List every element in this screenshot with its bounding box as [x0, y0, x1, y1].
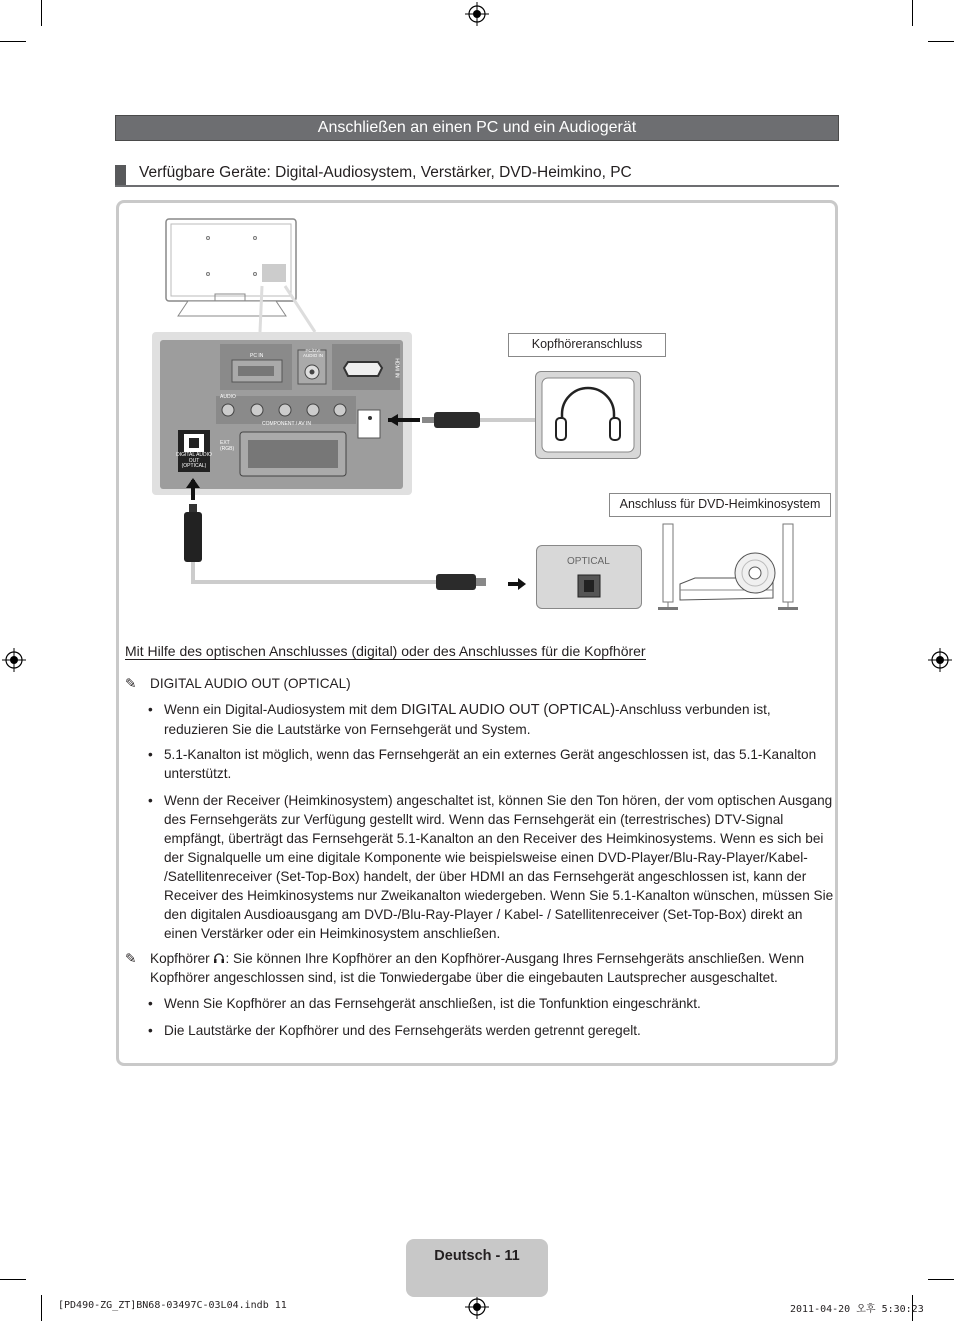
label-component: COMPONENT / AV IN	[262, 421, 311, 427]
crop-mark	[41, 1295, 42, 1321]
bullet5-text: Die Lautstärke der Kopfhörer und des Fernsehgeräts werden getrennt geregelt.	[164, 1023, 641, 1038]
registration-mark-icon	[465, 1295, 489, 1319]
subheading-text: Verfügbare Geräte: Digital-Audiosystem, Verstärker, DVD-Heimkino, PC	[139, 164, 632, 181]
section-header	[115, 115, 839, 141]
subheading-marker	[115, 165, 126, 185]
page-number-tab	[406, 1239, 548, 1297]
bullet-icon: •	[148, 793, 153, 808]
bullet1-pre: Wenn ein Digital-Audiosystem mit dem	[164, 702, 401, 717]
callout-headphones: Kopfhöreranschluss	[508, 333, 666, 357]
optical-port-device	[536, 545, 642, 609]
optical-cable	[178, 476, 528, 596]
bullet4-text: Wenn Sie Kopfhörer an das Fernsehgerät anschließen, ist die Tonfunktion eingeschränkt.	[164, 996, 701, 1011]
note2-title: Kopfhörer	[150, 951, 210, 966]
bullet-icon: •	[148, 1023, 153, 1038]
bullet-icon: •	[148, 996, 153, 1011]
registration-mark-icon	[928, 648, 952, 672]
note2-body: : Sie können Ihre Kopfhörer an den Kopfhörer-Ausgang Ihres Fernsehgeräts anschließen. Wenn Kopfhörer angeschlossen sind, ist die Tonwiedergabe über die eingebauten Lautsprecher ausgeschaltet.	[150, 951, 805, 985]
bullet-icon: •	[148, 747, 153, 762]
page-label: Deutsch - 11	[434, 1248, 520, 1264]
crop-mark	[41, 0, 42, 26]
subheading	[115, 163, 839, 187]
registration-mark-icon	[465, 2, 489, 26]
label-ext-rgb: EXT (RGB)	[220, 440, 235, 452]
callout-dvd: Anschluss für DVD-Heimkinosystem	[609, 493, 831, 517]
note2-text	[150, 949, 832, 987]
print-file-info: [PD490-ZG_ZT]BN68-03497C-03L04.indb 11	[58, 1300, 287, 1311]
zoom-lines	[255, 280, 325, 335]
headphone-cable	[380, 400, 540, 440]
label-digital-audio-out: DIGITAL AUDIO OUT (OPTICAL)	[176, 452, 212, 469]
optical-port-label: OPTICAL	[567, 556, 610, 567]
headphone-symbol-icon	[213, 952, 225, 964]
headphone-device	[535, 371, 641, 459]
registration-mark-icon	[2, 648, 26, 672]
label-pc-dvi-audio: PC/DVI AUDIO IN	[302, 348, 323, 358]
bullet2-text: 5.1-Kanalton ist möglich, wenn das Fernsehgerät an ein externes Gerät angeschlossen ist, das 5.1-Kanalton unterstützt.	[164, 747, 817, 781]
optical-port-icon	[577, 574, 601, 598]
bullet-icon: •	[148, 702, 153, 717]
crop-mark	[0, 1279, 26, 1280]
print-date-info: 2011-04-20 오후 5:30:23	[790, 1304, 924, 1315]
crop-mark	[928, 41, 954, 42]
label-hdmi: HDMI IN	[393, 358, 400, 378]
crop-mark	[0, 41, 26, 42]
bullet3-text: Wenn der Receiver (Heimkinosystem) angeschaltet ist, können Sie den Ton hören, der vom optischen Ausgang des Fernsehgeräts zur Verfügung gestellt wird. Wenn das Fernsehgerät ein (terrestrisches) DTV-Signal empfängt, überträgt das Fernsehgerät 5.1-Kanalton an den Receiver des Heimkinosystems. Wenn es sich bei der Signalquelle um eine digitale Komponente wie beispielsweise einen DVD-Player/Blu-Ray-Player/Kabel- /Satellitenreceiver (Set-Top-Box) handelt, der über HDMI an das Fernsehgerät angeschlossen ist, kann der Receiver des Heimkinosystems nur Zweikanalton wiedergeben. Wenn Sie 5.1-Kanalton wünschen, müssen Sie den digitalen Ausdioausgang am DVD-/Blu-Ray-Player / Kabel- / Satellitenreceiver (Set-Top-Box) direkt an einen Verstärker oder ein Heimkinosystem anschließen.	[164, 793, 834, 941]
label-audio: AUDIO	[220, 394, 236, 400]
note1-title: DIGITAL AUDIO OUT (OPTICAL)	[150, 676, 351, 691]
bullet1-post: -Anschluss verbunden ist, reduzieren Sie die Lautstärke von Fernsehgerät und System.	[164, 702, 771, 737]
section-title: Anschließen an einen PC und ein Audiogerät	[317, 119, 637, 136]
bullet1-text	[164, 700, 836, 739]
note-icon: ✎	[125, 951, 137, 966]
crop-mark	[928, 1279, 954, 1280]
home-theater-icon	[655, 520, 805, 612]
label-pc-in: PC IN	[250, 353, 264, 359]
intro-text: Mit Hilfe des optischen Anschlusses (digital) oder des Anschlusses für die Kopfhörer	[125, 643, 646, 659]
crop-mark	[912, 0, 913, 26]
note-icon: ✎	[125, 676, 137, 691]
headphones-icon	[536, 372, 640, 458]
bullet1-bold: DIGITAL AUDIO OUT (OPTICAL)	[400, 702, 616, 718]
